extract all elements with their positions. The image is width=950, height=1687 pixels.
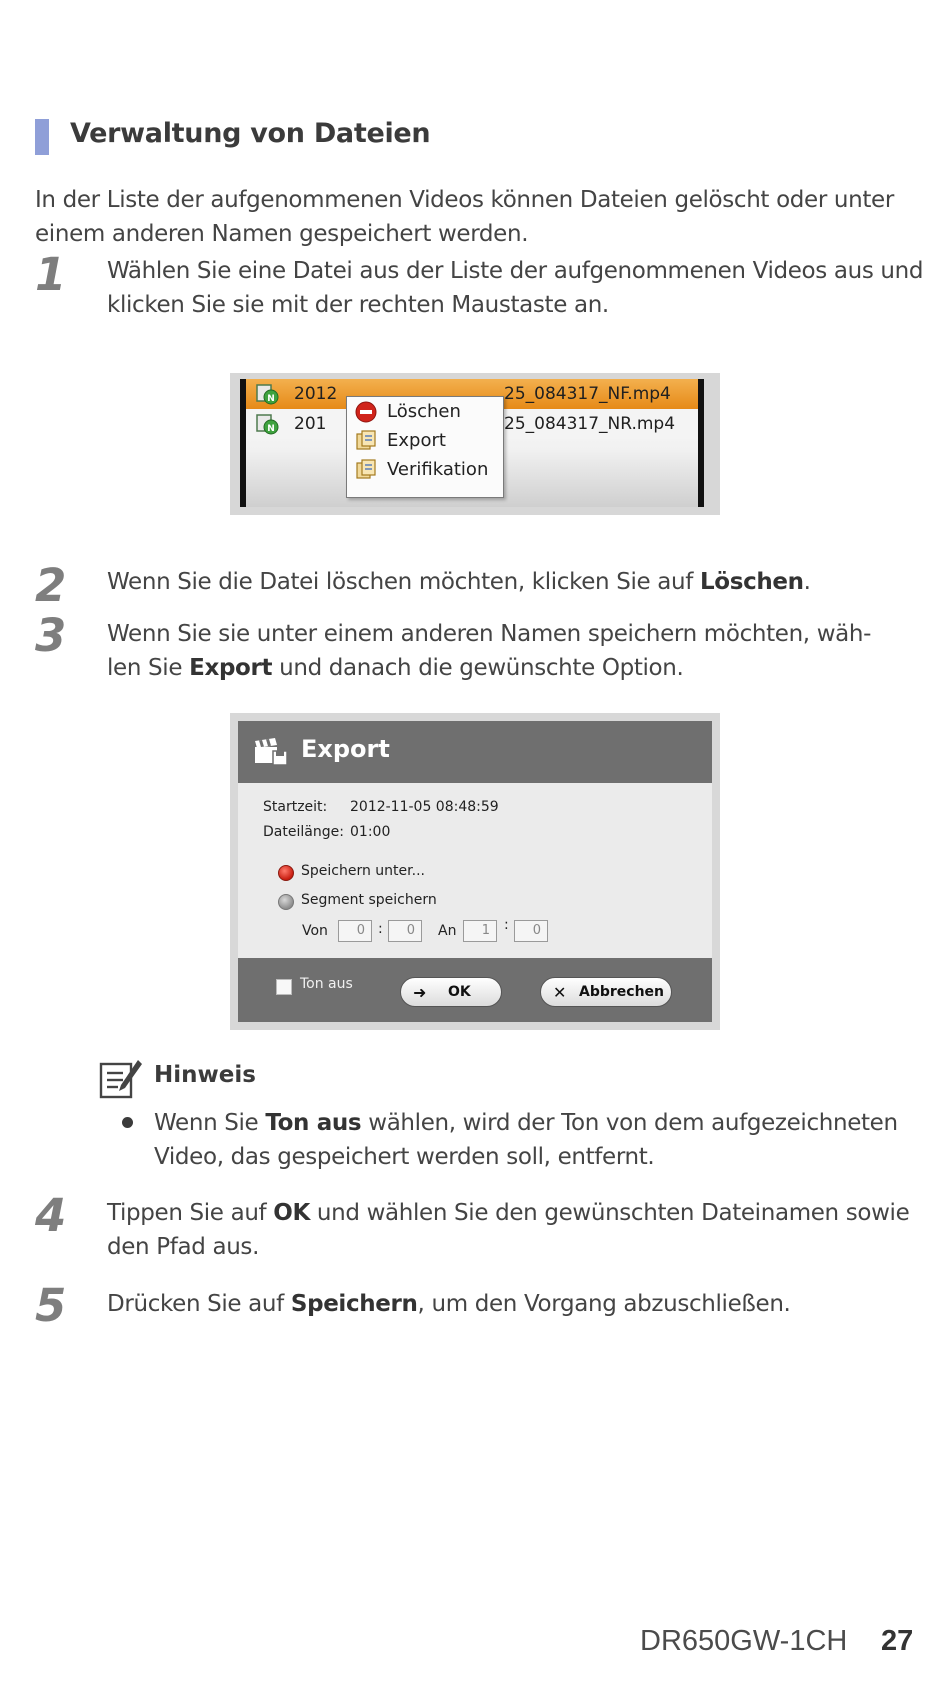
from-minute-field[interactable]: 0 bbox=[388, 920, 422, 942]
step-5-bold: Speichern bbox=[290, 1291, 418, 1317]
step-5-text-end: , um den Vorgang abzuschließen. bbox=[417, 1291, 791, 1317]
time-separator: : bbox=[378, 921, 383, 937]
save-as-label: Speichern unter... bbox=[301, 863, 425, 879]
dialog-footer bbox=[238, 958, 712, 1022]
step-4-text-start: Tippen Sie auf bbox=[107, 1200, 274, 1226]
page-number: 27 bbox=[881, 1625, 914, 1657]
file-name-prefix: 2012 bbox=[294, 384, 338, 404]
cancel-button[interactable] bbox=[540, 977, 672, 1007]
ok-button-label: OK bbox=[448, 984, 471, 1000]
menu-item-label: Export bbox=[387, 430, 446, 451]
step-number-1: 1 bbox=[35, 248, 67, 301]
dialog-header bbox=[238, 721, 712, 783]
section-heading-bar bbox=[35, 119, 49, 155]
menu-item-verify[interactable] bbox=[353, 457, 497, 483]
menu-item-delete[interactable] bbox=[353, 399, 497, 425]
note-bold: Ton aus bbox=[265, 1110, 362, 1136]
note-line-1 bbox=[154, 1106, 915, 1140]
step-2-text bbox=[107, 565, 915, 599]
step-3-text-end: und danach die gewünschte Option. bbox=[272, 655, 684, 681]
export-dialog bbox=[238, 721, 712, 1022]
segment-save-radio[interactable] bbox=[278, 894, 294, 910]
menu-item-export[interactable] bbox=[353, 428, 497, 454]
note-line-2: Video, das gespeichert werden soll, entfernt. bbox=[154, 1144, 655, 1170]
cancel-button-label: Abbrechen bbox=[579, 984, 665, 1000]
start-time-value: 2012-11-05 08:48:59 bbox=[350, 799, 499, 815]
start-time-label: Startzeit: bbox=[263, 799, 328, 815]
file-list bbox=[240, 379, 704, 507]
clapperboard-icon bbox=[253, 737, 289, 767]
step-number-3: 3 bbox=[35, 609, 67, 662]
close-icon: ✕ bbox=[553, 983, 567, 1002]
arrow-right-icon: ➜ bbox=[413, 983, 427, 1002]
svg-text:N: N bbox=[267, 424, 275, 434]
segment-save-label: Segment speichern bbox=[301, 892, 437, 908]
file-name-prefix: 201 bbox=[294, 414, 327, 434]
file-length-label: Dateilänge: bbox=[263, 824, 344, 840]
video-file-icon bbox=[256, 413, 280, 435]
note-text-end: wählen, wird der Ton von dem aufgezeichneten bbox=[361, 1110, 898, 1136]
context-menu-screenshot bbox=[230, 373, 720, 515]
bullet-point bbox=[122, 1117, 133, 1128]
step-4-bold: OK bbox=[273, 1200, 310, 1226]
step-3-bold: Export bbox=[189, 655, 273, 681]
mute-checkbox[interactable] bbox=[276, 979, 292, 995]
step-number-2: 2 bbox=[35, 559, 67, 612]
step-2-bold: Löschen bbox=[699, 569, 804, 595]
step-4-text-end: und wählen Sie den gewünschten Dateinamen sowie bbox=[309, 1200, 910, 1226]
svg-text:N: N bbox=[267, 394, 275, 404]
step-number-4: 4 bbox=[35, 1189, 67, 1242]
step-4-text bbox=[107, 1196, 915, 1264]
step-3-text-start: len Sie bbox=[107, 655, 190, 681]
step-5-text bbox=[107, 1287, 915, 1321]
step-1-text bbox=[107, 254, 924, 322]
intro-paragraph: In der Liste der aufgenommenen Videos können Dateien gelöscht oder unter einem anderen Namen gespeichert werden. bbox=[35, 187, 894, 247]
step-4-line-1 bbox=[107, 1196, 915, 1230]
delete-icon bbox=[355, 401, 377, 423]
step-5-text-start: Drücken Sie auf bbox=[107, 1291, 291, 1317]
ok-button[interactable] bbox=[400, 977, 502, 1007]
dialog-title: Export bbox=[301, 735, 390, 763]
context-menu bbox=[346, 396, 504, 498]
menu-item-label: Löschen bbox=[387, 401, 461, 422]
file-name-suffix: 25_084317_NF.mp4 bbox=[504, 384, 671, 404]
mute-label: Ton aus bbox=[300, 976, 353, 992]
menu-item-label: Verifikation bbox=[387, 459, 489, 480]
note-text-start: Wenn Sie bbox=[154, 1110, 266, 1136]
step-3-text bbox=[107, 617, 915, 685]
note-icon bbox=[98, 1058, 144, 1100]
file-name-suffix: 25_084317_NR.mp4 bbox=[504, 414, 676, 434]
step-1-line-1: Wählen Sie eine Datei aus der Liste der aufgenommenen Videos aus und bbox=[107, 258, 924, 284]
time-separator: : bbox=[504, 917, 509, 933]
video-file-icon bbox=[256, 383, 280, 405]
to-label: An bbox=[438, 923, 457, 939]
step-2-text-end: . bbox=[803, 569, 811, 595]
step-1-line-2: klicken Sie sie mit der rechten Maustaste an. bbox=[107, 292, 609, 318]
step-3-line-2 bbox=[107, 651, 915, 685]
step-4-line-2: den Pfad aus. bbox=[107, 1234, 260, 1260]
export-dialog-screenshot bbox=[230, 713, 720, 1030]
export-icon bbox=[355, 430, 377, 452]
verify-icon bbox=[355, 459, 377, 481]
file-length-value: 01:00 bbox=[350, 824, 391, 840]
footer-model: DR650GW-1CH bbox=[640, 1625, 848, 1657]
to-minute-field[interactable]: 0 bbox=[514, 920, 548, 942]
to-hour-field[interactable]: 1 bbox=[463, 920, 497, 942]
from-hour-field[interactable]: 0 bbox=[338, 920, 372, 942]
note-title: Hinweis bbox=[154, 1062, 256, 1088]
note-text bbox=[154, 1106, 915, 1174]
step-3-line-1: Wenn Sie sie unter einem anderen Namen speichern möchten, wäh- bbox=[107, 621, 872, 647]
from-label: Von bbox=[302, 923, 328, 939]
step-number-5: 5 bbox=[35, 1279, 67, 1332]
save-as-radio[interactable] bbox=[278, 865, 294, 881]
step-2-text-start: Wenn Sie die Datei löschen möchten, klicken Sie auf bbox=[107, 569, 700, 595]
section-title: Verwaltung von Dateien bbox=[70, 118, 431, 149]
